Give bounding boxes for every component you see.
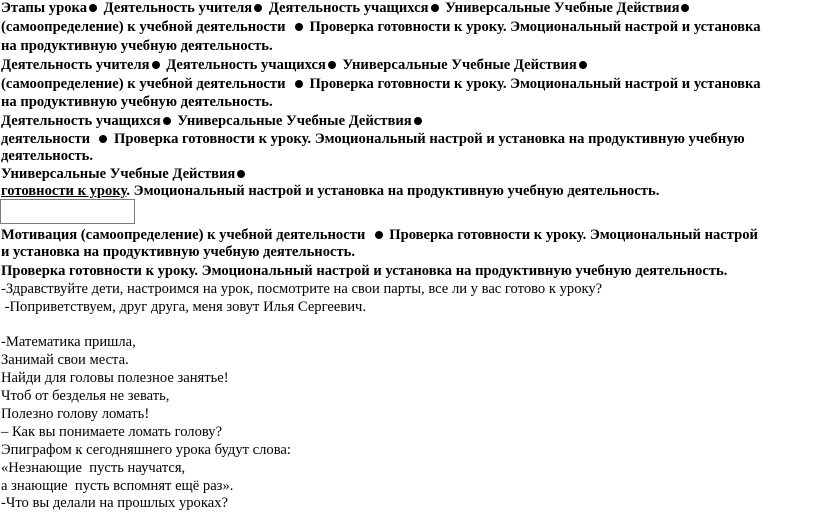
bullet-icon <box>295 23 303 31</box>
bullet-icon <box>375 231 383 239</box>
bullet-icon <box>328 61 336 69</box>
doc-line: Эпиграфом к сегодняшнего урока будут слова: <box>1 442 291 458</box>
poem-line: Найди для головы полезное занятье! <box>1 370 229 386</box>
bullet-icon <box>152 61 160 69</box>
text: Деятельность учащихся <box>268 0 429 16</box>
text: Проверка готовности к уроку. Эмоциональный настрой и установка <box>309 19 761 35</box>
bullet-icon <box>681 4 689 12</box>
empty-text-box <box>0 199 135 224</box>
text: Проверка готовности к уроку. Эмоциональный настрой <box>389 227 758 243</box>
doc-line <box>1 226 758 244</box>
text: Деятельность учителя <box>1 57 150 73</box>
doc-line <box>1 75 761 93</box>
text: Универсальные Учебные Действия <box>177 113 412 129</box>
doc-line: – Как вы понимаете ломать голову? <box>1 424 223 440</box>
text: Деятельность учителя <box>103 0 253 16</box>
doc-line <box>1 56 590 74</box>
poem-line: Занимай свои места. <box>1 352 129 368</box>
epigraph-line: «Незнающие пусть научатся, <box>1 460 186 476</box>
doc-line: Проверка готовности к уроку. Эмоциональный настрой и установка на продуктивную учебную деятельность. <box>1 263 728 279</box>
doc-line <box>1 182 659 200</box>
bullet-icon <box>89 4 97 12</box>
doc-line <box>1 112 425 130</box>
poem-line: -Математика пришла, <box>1 334 136 350</box>
bullet-icon <box>163 117 171 125</box>
bullet-icon <box>579 61 587 69</box>
doc-line: -Здравствуйте дети, настроимся на урок, посмотрите на свои парты, все ли у вас готово к уроку? <box>1 281 603 297</box>
text: Универсальные Учебные Действия <box>342 57 577 73</box>
doc-line: и установка на продуктивную учебную деятельность. <box>1 244 356 260</box>
bullet-icon <box>295 80 303 88</box>
doc-line: на продуктивную учебную деятельность. <box>1 94 273 110</box>
doc-line: деятельность. <box>1 148 94 164</box>
text: Универсальные Учебные Действия <box>445 0 680 16</box>
text: Деятельность учащихся <box>1 113 161 129</box>
text: Проверка готовности к уроку. Эмоциональный настрой и установка на продуктивную учебную <box>114 131 745 147</box>
bullet-icon <box>237 170 245 178</box>
epigraph-line: а знающие пусть вспомнят ещё раз». <box>1 478 234 494</box>
doc-line <box>1 0 692 17</box>
text: Проверка готовности к уроку. Эмоциональный настрой и установка <box>309 76 761 92</box>
text: Мотивация (самоопределение) к учебной деятельности <box>1 227 366 243</box>
text: Этапы урока <box>1 0 87 16</box>
text: деятельности <box>1 131 91 147</box>
doc-line: -Что вы делали на прошлых уроках? <box>1 495 228 511</box>
bullet-icon <box>414 117 422 125</box>
poem-line: Чтоб от безделья не зевать, <box>1 388 170 404</box>
underlined-text: готовности к уроку <box>1 183 127 199</box>
doc-line <box>1 165 248 183</box>
bullet-icon <box>254 4 262 12</box>
text: . Эмоциональный настрой и установка на продуктивную учебную деятельность. <box>126 183 660 199</box>
doc-line: -Поприветствуем, друг друга, меня зовут Илья Сергеевич. <box>1 299 367 315</box>
bullet-icon <box>99 135 107 143</box>
text: (самоопределение) к учебной деятельности <box>1 76 286 92</box>
text: Универсальные Учебные Действия <box>1 166 236 182</box>
bullet-icon <box>431 4 439 12</box>
poem-line: Полезно голову ломать! <box>1 406 150 422</box>
doc-line <box>1 130 745 148</box>
doc-line <box>1 18 761 36</box>
text: Деятельность учащихся <box>166 57 326 73</box>
doc-line: на продуктивную учебную деятельность. <box>1 38 273 54</box>
text: (самоопределение) к учебной деятельности <box>1 19 286 35</box>
